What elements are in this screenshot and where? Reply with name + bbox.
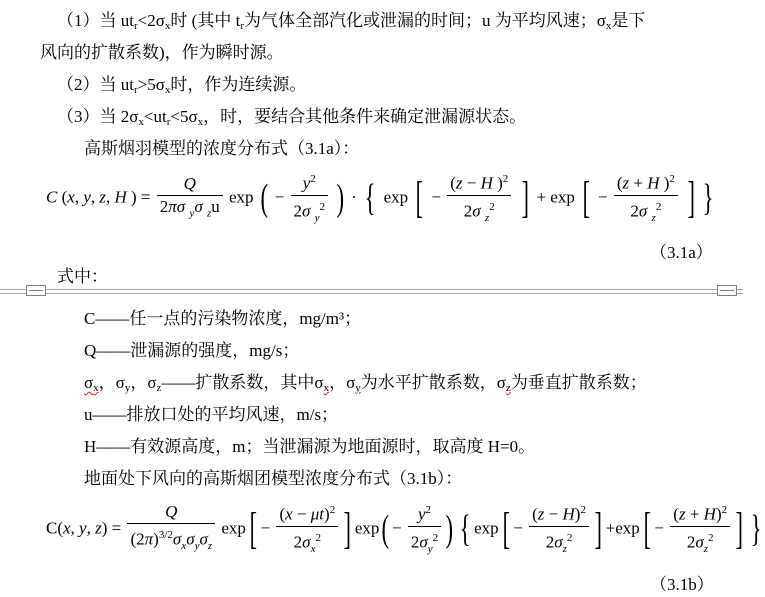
para3: （3）当 $2\sigma_x<ut_r<5\sigma_x$，时，要结合其他条件来确定泄漏源状态。 (57, 107, 527, 128)
formula-3-1b: C(x, y, z) = $\frac{Q}{(2\pi)^{3/2}\sigma_x\sigma_y\sigma_z}$ exp[ − $\frac{(x - \mu t)^2}{2\sigma_x^2}$ ] exp( − $\frac{y^2}{2\sigma_y^2}$ ) { exp[ − $\frac{(z - H)^2}{2\sigma_z^2}$ ] +exp[ − $\frac{(z + H)^2}{2\sigma_z^2}$ ] } (46, 499, 765, 560)
separator-handle-left[interactable] (26, 285, 46, 296)
def-u: u——排放口处的平均风速，m/s； (84, 405, 339, 424)
where-label: 式中： (57, 267, 108, 286)
def-sigma: $\sigma_x$，$\sigma_y$，$\sigma_z——$扩散系数，其中$\sigma_x$，$\sigma_y$为水平扩散系数，$\sigma_z$为垂直扩散系数； (84, 373, 647, 394)
def-c: C——任一点的污染物浓度，mg/m³； (84, 309, 362, 328)
formula-a-number: （3.1a） (650, 243, 713, 262)
formula-b-intro: 地面处下风向的高斯烟团模型浓度分布式（3.1b）： (84, 469, 463, 488)
formula-3-1a: C (x, y, z, H ) = $\frac{Q}{2\pi\sigma _y\sigma _zu}$ exp ( − $\frac{y^2}{2\sigma _y^2}$ ) · { exp [ − $\frac{(z - H )^2}{2\sigma _z^2}$ ] + exp [ − $\frac{(z + H )^2}{2\sigma _z^2}$ ] } (46, 168, 717, 229)
def-h: H——有效源高度，m；当泄漏源为地面源时，取高度 H=0。 (84, 437, 536, 456)
para1-line2: 风向的扩散系数)，作为瞬时源。 (40, 43, 284, 62)
para1-line1: （1）当 $ut_r<2\sigma_x$时 (其中 $t_r$为气体全部汽化或泄漏的时间；u 为平均风速；$\sigma_x$是下 (57, 11, 646, 32)
def-q: Q——泄漏源的强度，mg/s； (84, 341, 300, 360)
formula-b-number: （3.1b） (650, 575, 714, 594)
page-separator (0, 287, 743, 295)
para2: （2）当 $ut_r>5\sigma_x$时，作为连续源。 (57, 75, 307, 96)
formula-a-intro: 高斯烟羽模型的浓度分布式（3.1a）： (84, 139, 360, 158)
separator-handle-right[interactable] (717, 285, 737, 296)
